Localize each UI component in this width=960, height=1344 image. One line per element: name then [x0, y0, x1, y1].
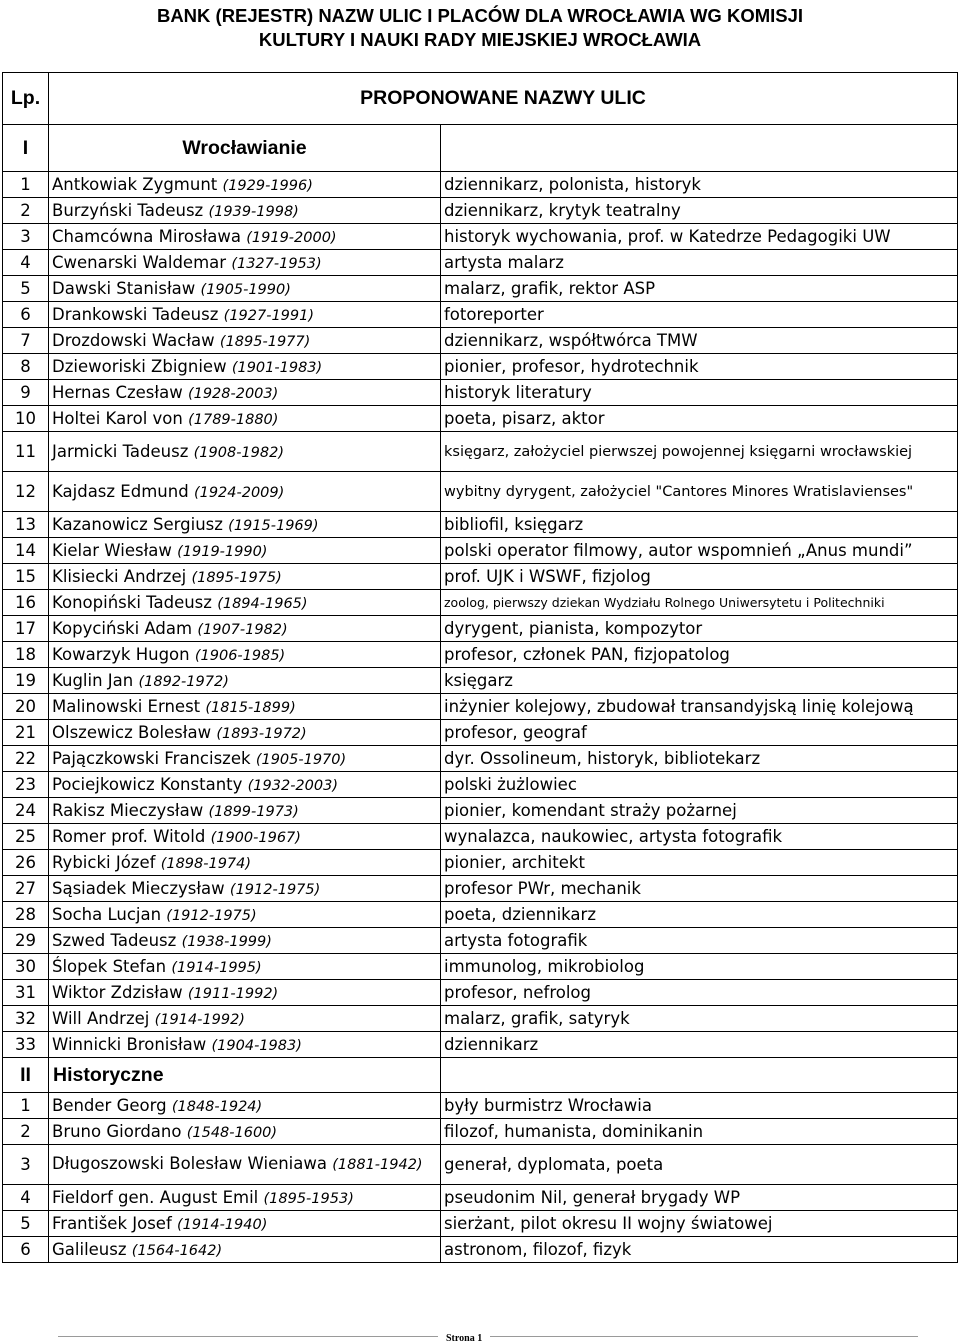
row-number: 18 [3, 642, 49, 668]
row-number: 25 [3, 824, 49, 850]
person-name: Kajdasz Edmund [52, 482, 189, 501]
person-name: Jarmicki Tadeusz [52, 442, 189, 461]
life-years: (1899-1973) [208, 804, 299, 820]
person-name-cell [49, 224, 441, 250]
person-name: Wiktor Zdzisław [52, 983, 183, 1002]
person-description: były burmistrz Wrocławia [441, 1093, 958, 1119]
person-description: profesor, członek PAN, fizjopatolog [441, 642, 958, 668]
life-years: (1898-1974) [160, 856, 252, 872]
row-number: 28 [3, 902, 49, 928]
person-description: profesor, geograf [441, 720, 958, 746]
row-number: 11 [3, 432, 49, 472]
table-row [3, 720, 958, 746]
person-description: polski operator filmowy, autor wspomnień „Anus mundi” [441, 538, 958, 564]
life-years: (1901-1983) [231, 360, 323, 376]
life-years: (1919-1990) [177, 544, 268, 560]
person-name-cell [49, 172, 441, 198]
person-name-cell [49, 1093, 441, 1119]
person-name: Olszewicz Bolesław [52, 723, 212, 742]
person-description: generał, dyplomata, poeta [441, 1145, 958, 1185]
table-row [3, 172, 958, 198]
life-years: (1548-1600) [186, 1125, 278, 1141]
table-row [3, 198, 958, 224]
row-number: 1 [3, 172, 49, 198]
person-name: Socha Lucjan [52, 905, 162, 924]
person-name-cell [49, 876, 441, 902]
person-description: immunolog, mikrobiolog [441, 954, 958, 980]
person-name: Konopiński Tadeusz [52, 593, 212, 612]
person-name: František Josef [52, 1214, 172, 1233]
life-years: (1564-1642) [131, 1243, 223, 1259]
table-row [3, 276, 958, 302]
person-name-cell [49, 616, 441, 642]
table-row [3, 616, 958, 642]
person-name: Drankowski Tadeusz [52, 305, 219, 324]
person-name-cell [49, 1211, 441, 1237]
table-row [3, 538, 958, 564]
person-name-cell [49, 328, 441, 354]
person-name: Drozdowski Wacław [52, 331, 215, 350]
life-years: (1914-1940) [177, 1217, 268, 1233]
life-years: (1907-1982) [197, 622, 288, 638]
person-name: Szwed Tadeusz [52, 931, 177, 950]
person-name-cell [49, 824, 441, 850]
row-number: 14 [3, 538, 49, 564]
person-name-cell [49, 720, 441, 746]
person-name: Burzyński Tadeusz [52, 201, 204, 220]
person-name: Kuglin Jan [52, 671, 134, 690]
table-row [3, 668, 958, 694]
life-years: (1900-1967) [210, 830, 301, 846]
life-years: (1919-2000) [246, 230, 337, 246]
life-years: (1905-1970) [255, 752, 347, 768]
row-number: 16 [3, 590, 49, 616]
row-number: 27 [3, 876, 49, 902]
table-row [3, 1006, 958, 1032]
page-footer [58, 1333, 918, 1344]
person-name: Kielar Wiesław [52, 541, 172, 560]
table-row [3, 1093, 958, 1119]
person-name-cell [49, 902, 441, 928]
table-header-row [3, 73, 958, 125]
person-name: Dawski Stanisław [52, 279, 196, 298]
person-description: dziennikarz, polonista, historyk [441, 172, 958, 198]
person-name: Hernas Czesław [52, 383, 183, 402]
life-years: (1911-1992) [187, 986, 279, 1002]
person-description: wybitny dyrygent, założyciel "Cantores Minores Wratislavienses" [441, 472, 958, 512]
table-row [3, 642, 958, 668]
person-name: Chamcówna Mirosława [52, 227, 241, 246]
person-name-cell [49, 512, 441, 538]
person-name-cell [49, 1237, 441, 1263]
life-years: (1905-1990) [200, 282, 291, 298]
section-2-empty-cell [441, 1058, 958, 1093]
person-name-cell [49, 798, 441, 824]
person-name: Kazanowicz Sergiusz [52, 515, 223, 534]
table-row [3, 1145, 958, 1185]
person-description: inżynier kolejowy, zbudował transandyjską linię kolejową [441, 694, 958, 720]
person-description: artysta malarz [441, 250, 958, 276]
person-description: prof. UJK i WSWF, fizjolog [441, 564, 958, 590]
person-name-cell [49, 772, 441, 798]
row-number: 23 [3, 772, 49, 798]
person-description: fotoreporter [441, 302, 958, 328]
life-years: (1895-1953) [263, 1191, 354, 1207]
person-name-cell [49, 1145, 441, 1185]
row-number: 30 [3, 954, 49, 980]
row-number: 7 [3, 328, 49, 354]
table-row [3, 406, 958, 432]
person-description: poeta, pisarz, aktor [441, 406, 958, 432]
row-number: 15 [3, 564, 49, 590]
life-years: (1789-1880) [188, 412, 279, 428]
table-row [3, 590, 958, 616]
person-name: Antkowiak Zygmunt [52, 175, 218, 194]
person-name: Klisiecki Andrzej [52, 567, 187, 586]
table-row [3, 432, 958, 472]
person-description: poeta, dziennikarz [441, 902, 958, 928]
life-years: (1895-1975) [191, 570, 282, 586]
table-row [3, 928, 958, 954]
person-description: artysta fotografik [441, 928, 958, 954]
row-number: 21 [3, 720, 49, 746]
page-number: Strona 1 [438, 1333, 490, 1344]
person-description: dyrygent, pianista, kompozytor [441, 616, 958, 642]
person-name: Kowarzyk Hugon [52, 645, 190, 664]
person-name-cell [49, 1006, 441, 1032]
person-name-cell [49, 538, 441, 564]
table-row [3, 1032, 958, 1058]
row-number: 24 [3, 798, 49, 824]
person-name-cell [49, 642, 441, 668]
life-years: (1928-2003) [187, 386, 279, 402]
table-row [3, 798, 958, 824]
person-description: księgarz [441, 668, 958, 694]
row-number: 2 [3, 198, 49, 224]
person-description: dziennikarz, współtwórca TMW [441, 328, 958, 354]
person-description: polski żużlowiec [441, 772, 958, 798]
person-name: Holtei Karol von [52, 409, 183, 428]
person-name-cell [49, 1185, 441, 1211]
life-years: (1932-2003) [247, 778, 338, 794]
document-title [0, 4, 960, 52]
person-description: dyr. Ossolineum, historyk, bibliotekarz [441, 746, 958, 772]
person-name: Bender Georg [52, 1096, 167, 1115]
life-years: (1881-1942) [332, 1157, 423, 1173]
row-number: 20 [3, 694, 49, 720]
person-name-cell [49, 980, 441, 1006]
row-number: 4 [3, 1185, 49, 1211]
table-row [3, 302, 958, 328]
table-row [3, 980, 958, 1006]
table-row [3, 1211, 958, 1237]
person-description: dziennikarz, krytyk teatralny [441, 198, 958, 224]
person-name: Galileusz [52, 1240, 127, 1259]
row-number: 32 [3, 1006, 49, 1032]
table-row [3, 224, 958, 250]
person-description: profesor PWr, mechanik [441, 876, 958, 902]
person-name: Cwenarski Waldemar [52, 253, 227, 272]
person-description: bibliofil, księgarz [441, 512, 958, 538]
person-description: dziennikarz [441, 1032, 958, 1058]
life-years: (1914-1995) [171, 960, 262, 976]
person-description: pionier, profesor, hydrotechnik [441, 354, 958, 380]
life-years: (1815-1899) [205, 700, 296, 716]
title-line-1: BANK (REJESTR) NAZW ULIC I PLACÓW DLA WROCŁAWIA WG KOMISJI [156, 5, 804, 26]
section-2-header-row [3, 1058, 958, 1093]
person-name-cell [49, 250, 441, 276]
row-number: 13 [3, 512, 49, 538]
life-years: (1927-1991) [223, 308, 315, 324]
life-years: (1906-1985) [194, 648, 286, 664]
person-name: Sąsiadek Mieczysław [52, 879, 225, 898]
proposed-names-header: PROPONOWANE NAZWY ULIC [49, 73, 958, 125]
table-row [3, 746, 958, 772]
section-2-title: Historyczne [49, 1058, 441, 1093]
person-name: Will Andrzej [52, 1009, 150, 1028]
person-description: historyk wychowania, prof. w Katedrze Pedagogiki UW [441, 224, 958, 250]
person-name-cell [49, 380, 441, 406]
row-number: 29 [3, 928, 49, 954]
person-name: Fieldorf gen. August Emil [52, 1188, 259, 1207]
person-description: księgarz, założyciel pierwszej powojennej księgarni wrocławskiej [441, 432, 958, 472]
life-years: (1908-1982) [193, 445, 284, 461]
person-name-cell [49, 472, 441, 512]
life-years: (1939-1998) [208, 204, 299, 220]
person-name-cell [49, 590, 441, 616]
life-years: (1894-1965) [217, 596, 308, 612]
table-row [3, 1185, 958, 1211]
person-name-cell [49, 432, 441, 472]
life-years: (1915-1969) [228, 518, 319, 534]
person-description: zoolog, pierwszy dziekan Wydziału Rolnego Uniwersytetu i Politechniki [441, 590, 958, 616]
person-name-cell [49, 302, 441, 328]
table-row [3, 1119, 958, 1145]
row-number: 8 [3, 354, 49, 380]
person-name: Winnicki Bronisław [52, 1035, 207, 1054]
street-names-table [2, 72, 958, 1263]
row-number: 3 [3, 1145, 49, 1185]
row-number: 9 [3, 380, 49, 406]
table-row [3, 564, 958, 590]
title-line-2: KULTURY I NAUKI RADY MIEJSKIEJ WROCŁAWIA [258, 29, 702, 50]
person-name: Ślopek Stefan [52, 957, 167, 976]
person-name-cell [49, 564, 441, 590]
person-description: pionier, komendant straży pożarnej [441, 798, 958, 824]
row-number: 3 [3, 224, 49, 250]
person-name-cell [49, 1119, 441, 1145]
person-name: Rybicki Józef [52, 853, 156, 872]
table-row [3, 954, 958, 980]
table-row [3, 902, 958, 928]
person-description: malarz, grafik, satyryk [441, 1006, 958, 1032]
section-1-empty-cell [441, 125, 958, 172]
row-number: 33 [3, 1032, 49, 1058]
section-1-title: Wrocławianie [49, 125, 441, 172]
row-number: 4 [3, 250, 49, 276]
person-name-cell [49, 694, 441, 720]
table-row [3, 380, 958, 406]
table-row [3, 354, 958, 380]
row-number: 10 [3, 406, 49, 432]
person-description: profesor, nefrolog [441, 980, 958, 1006]
person-name-cell [49, 954, 441, 980]
table-row [3, 876, 958, 902]
person-name: Rakisz Mieczysław [52, 801, 204, 820]
row-number: 6 [3, 302, 49, 328]
table-row [3, 772, 958, 798]
person-name-cell [49, 746, 441, 772]
life-years: (1892-1972) [138, 674, 229, 690]
row-number: 6 [3, 1237, 49, 1263]
person-name-cell [49, 406, 441, 432]
person-description: sierżant, pilot okresu II wojny światowej [441, 1211, 958, 1237]
row-number: 19 [3, 668, 49, 694]
row-number: 17 [3, 616, 49, 642]
person-name: Kopyciński Adam [52, 619, 193, 638]
person-name: Pociejkowicz Konstanty [52, 775, 243, 794]
table-row [3, 1237, 958, 1263]
person-name: Malinowski Ernest [52, 697, 201, 716]
person-description: astronom, filozof, fizyk [441, 1237, 958, 1263]
row-number: 5 [3, 1211, 49, 1237]
person-name: Romer prof. Witold [52, 827, 206, 846]
person-name-cell [49, 1032, 441, 1058]
life-years: (1912-1975) [166, 908, 257, 924]
life-years: (1893-1972) [216, 726, 307, 742]
row-number: 31 [3, 980, 49, 1006]
person-description: wynalazca, naukowiec, artysta fotografik [441, 824, 958, 850]
person-description: pionier, architekt [441, 850, 958, 876]
table-row [3, 824, 958, 850]
row-number: 2 [3, 1119, 49, 1145]
row-number: 26 [3, 850, 49, 876]
person-description: historyk literatury [441, 380, 958, 406]
life-years: (1895-1977) [219, 334, 311, 350]
row-number: 12 [3, 472, 49, 512]
table-row [3, 328, 958, 354]
person-name-cell [49, 928, 441, 954]
person-name-cell [49, 668, 441, 694]
table-row [3, 694, 958, 720]
person-name: Bruno Giordano [52, 1122, 182, 1141]
row-number: 1 [3, 1093, 49, 1119]
table-row [3, 250, 958, 276]
person-name-cell [49, 276, 441, 302]
life-years: (1929-1996) [222, 178, 313, 194]
person-description: filozof, humanista, dominikanin [441, 1119, 958, 1145]
row-number: 22 [3, 746, 49, 772]
person-name: Pajączkowski Franciszek [52, 749, 251, 768]
life-years: (1924-2009) [193, 485, 285, 501]
section-1-header-row [3, 125, 958, 172]
person-name-cell [49, 850, 441, 876]
life-years: (1327-1953) [231, 256, 322, 272]
person-name: Długoszowski Bolesław Wieniawa [52, 1154, 327, 1173]
section-2-number: II [3, 1058, 49, 1093]
section-1-number: I [3, 125, 49, 172]
row-number: 5 [3, 276, 49, 302]
person-description: malarz, grafik, rektor ASP [441, 276, 958, 302]
table-row [3, 850, 958, 876]
person-description: pseudonim Nil, generał brygady WP [441, 1185, 958, 1211]
lp-header: Lp. [3, 73, 49, 125]
person-name-cell [49, 354, 441, 380]
life-years: (1912-1975) [229, 882, 321, 898]
person-name-cell [49, 198, 441, 224]
table-row [3, 512, 958, 538]
life-years: (1904-1983) [211, 1038, 302, 1054]
life-years: (1938-1999) [181, 934, 272, 950]
table-row [3, 472, 958, 512]
life-years: (1914-1992) [154, 1012, 245, 1028]
person-name: Dzieworiski Zbigniew [52, 357, 227, 376]
life-years: (1848-1924) [171, 1099, 263, 1115]
